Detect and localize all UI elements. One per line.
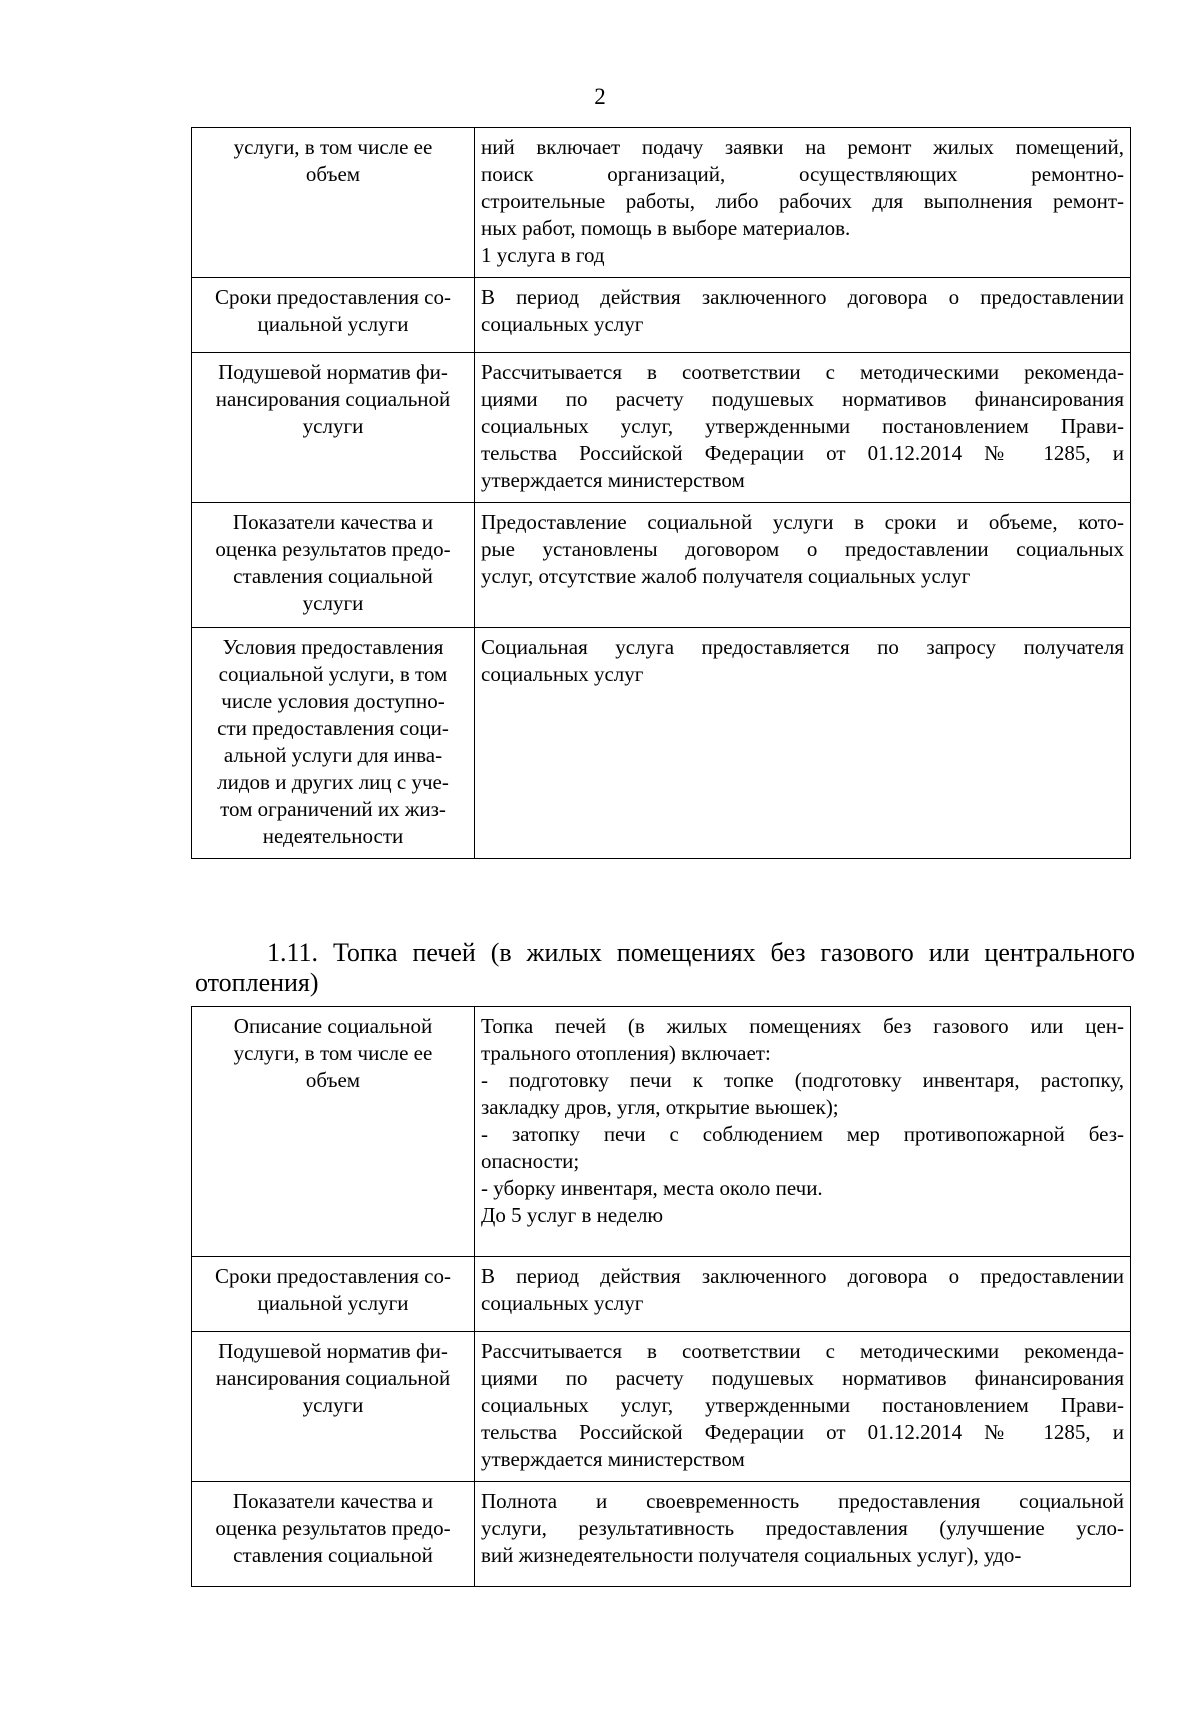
value-line: утверждается министерством	[481, 468, 745, 492]
section-heading	[195, 938, 1135, 998]
value-line: поиск организаций, осуществляющих ремонтно-	[481, 162, 1124, 186]
row-value-cell	[475, 1257, 1131, 1332]
label-line: Подушевой норматив фи-	[218, 1339, 448, 1363]
value-line: Социальная услуга предоставляется по запросу получателя	[481, 635, 1124, 659]
table-row	[192, 628, 1131, 859]
row-label-cell	[192, 503, 475, 628]
label-line: ставления социальной	[233, 564, 433, 588]
value-line: трального отопления) включает:	[481, 1041, 771, 1065]
value-line: закладку дров, угля, открытие вьюшек);	[481, 1095, 839, 1119]
row-value-cell	[475, 628, 1131, 859]
value-line: циями по расчету подушевых нормативов финансирования	[481, 387, 1124, 411]
value-line: 1 услуга в год	[481, 243, 605, 267]
row-value-cell	[475, 1332, 1131, 1482]
label-line: услуги	[302, 1393, 364, 1417]
value-line: тельства Российской Федерации от 01.12.2014 № 1285, и	[481, 441, 1124, 465]
value-line: социальных услуг	[481, 662, 644, 686]
label-line: Подушевой норматив фи-	[218, 360, 448, 384]
table-row	[192, 1257, 1131, 1332]
table2-body	[192, 1007, 1131, 1587]
label-line: том ограничений их жиз-	[220, 797, 446, 821]
section-heading-line2: отопления)	[195, 968, 319, 997]
label-line: циальной услуги	[257, 1291, 409, 1315]
label-line: услуги	[302, 414, 364, 438]
row-label-cell	[192, 353, 475, 503]
row-value-cell	[475, 1007, 1131, 1257]
value-line: Рассчитывается в соответствии с методическими рекоменда-	[481, 360, 1124, 384]
value-line: В период действия заключенного договора о предоставлении	[481, 285, 1124, 309]
label-line: объем	[305, 162, 361, 186]
row-label-cell	[192, 278, 475, 353]
label-line: Условия предоставления	[222, 635, 444, 659]
value-line: Предоставление социальной услуги в сроки и объеме, кото-	[481, 510, 1124, 534]
label-line: услуги, в том числе ее	[233, 1041, 433, 1065]
value-line: тельства Российской Федерации от 01.12.2014 № 1285, и	[481, 1420, 1124, 1444]
value-line: вий жизнедеятельности получателя социальных услуг), удо-	[481, 1543, 1022, 1567]
value-line: До 5 услуг в неделю	[481, 1203, 664, 1227]
value-line: - затопку печи с соблюдением мер противопожарной без-	[481, 1122, 1124, 1146]
page-number: 2	[594, 84, 606, 109]
value-line: утверждается министерством	[481, 1447, 745, 1471]
service-table-stove-heating	[191, 1006, 1131, 1587]
value-line: социальных услуг	[481, 1291, 644, 1315]
section-heading-line1: 1.11. Топка печей (в жилых помещениях без газового или центрального	[267, 938, 1135, 967]
value-line: Полнота и своевременность предоставления социальной	[481, 1489, 1124, 1513]
service-table-continued	[191, 127, 1131, 859]
value-line: ний включает подачу заявки на ремонт жилых помещений,	[481, 135, 1124, 159]
label-line: числе условия доступно-	[221, 689, 445, 713]
label-line: лидов и других лиц с уче-	[217, 770, 449, 794]
table-row	[192, 1332, 1131, 1482]
label-line: услуги	[302, 591, 364, 615]
value-line: - уборку инвентаря, места около печи.	[481, 1176, 823, 1200]
value-line: социальных услуг, утвержденными постановлением Прави-	[481, 414, 1124, 438]
value-line: Рассчитывается в соответствии с методическими рекоменда-	[481, 1339, 1124, 1363]
table-row	[192, 1007, 1131, 1257]
row-value-cell	[475, 1482, 1131, 1587]
label-line: оценка результатов предо-	[215, 1516, 451, 1540]
table1-body	[192, 128, 1131, 859]
value-line: ных работ, помощь в выборе материалов.	[481, 216, 851, 240]
value-line: строительные работы, либо рабочих для выполнения ремонт-	[481, 189, 1124, 213]
label-line: недеятельности	[262, 824, 404, 848]
label-line: Показатели качества и	[232, 1489, 434, 1513]
table-row	[192, 278, 1131, 353]
label-line: социальной услуги, в том	[218, 662, 448, 686]
row-label-cell	[192, 1482, 475, 1587]
label-line: ставления социальной	[233, 1543, 433, 1567]
label-line: Сроки предоставления со-	[215, 285, 451, 309]
label-line: услуги, в том числе ее	[233, 135, 433, 159]
value-line: социальных услуг	[481, 312, 644, 336]
value-line: Топка печей (в жилых помещениях без газового или цен-	[481, 1014, 1124, 1038]
label-line: циальной услуги	[257, 312, 409, 336]
label-line: Сроки предоставления со-	[215, 1264, 451, 1288]
value-line: В период действия заключенного договора о предоставлении	[481, 1264, 1124, 1288]
row-value-cell	[475, 503, 1131, 628]
label-line: оценка результатов предо-	[215, 537, 451, 561]
row-value-cell	[475, 353, 1131, 503]
value-line: циями по расчету подушевых нормативов финансирования	[481, 1366, 1124, 1390]
value-line: - подготовку печи к топке (подготовку инвентаря, растопку,	[481, 1068, 1124, 1092]
table-row	[192, 503, 1131, 628]
table-row	[192, 128, 1131, 278]
value-line: услуги, результативность предоставления (улучшение усло-	[481, 1516, 1124, 1540]
value-line: услуг, отсутствие жалоб получателя социальных услуг	[481, 564, 971, 588]
row-value-cell	[475, 128, 1131, 278]
label-line: объем	[305, 1068, 361, 1092]
row-label-cell	[192, 628, 475, 859]
label-line: альной услуги для инва-	[223, 743, 443, 767]
value-line: рые установлены договором о предоставлении социальных	[481, 537, 1124, 561]
row-label-cell	[192, 1007, 475, 1257]
label-line: сти предоставления соци-	[217, 716, 449, 740]
table-row	[192, 353, 1131, 503]
label-line: нансирования социальной	[215, 1366, 451, 1390]
row-label-cell	[192, 128, 475, 278]
row-label-cell	[192, 1257, 475, 1332]
row-label-cell	[192, 1332, 475, 1482]
label-line: Показатели качества и	[232, 510, 434, 534]
label-line: Описание социальной	[233, 1014, 433, 1038]
table-row	[192, 1482, 1131, 1587]
label-line: нансирования социальной	[215, 387, 451, 411]
value-line: опасности;	[481, 1149, 580, 1173]
row-value-cell	[475, 278, 1131, 353]
value-line: социальных услуг, утвержденными постановлением Прави-	[481, 1393, 1124, 1417]
